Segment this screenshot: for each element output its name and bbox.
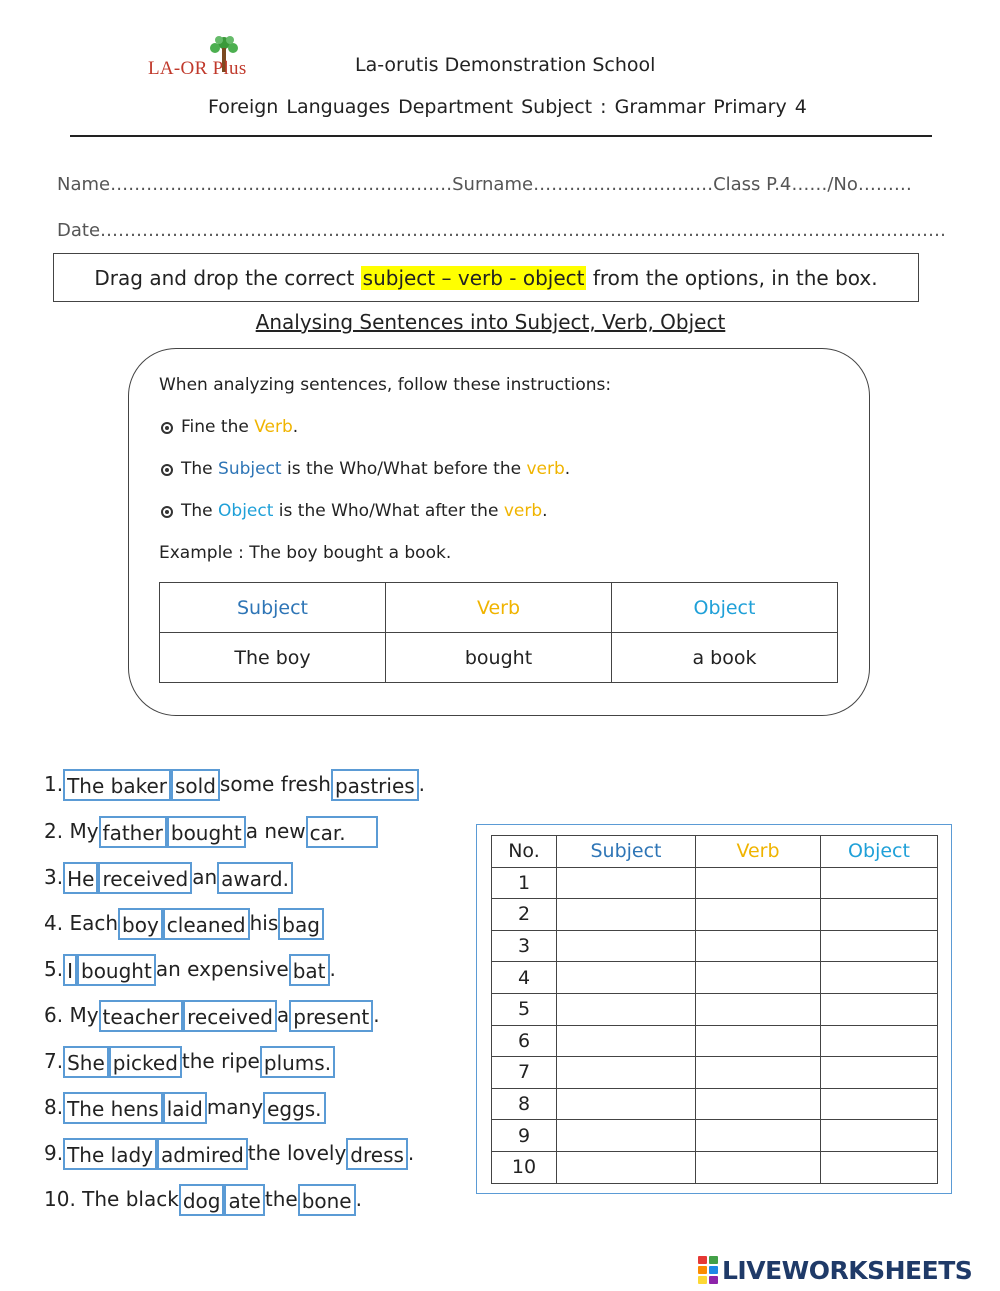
date-line: Date……………………………………………………………………………………………………………………………: [57, 220, 947, 241]
rule1-post: .: [292, 417, 299, 437]
subject-dropzone[interactable]: I: [63, 954, 77, 986]
answer-row: [492, 1120, 938, 1152]
verb-dropzone[interactable]: bought: [167, 816, 246, 848]
subject-dropzone[interactable]: teacher: [99, 1000, 184, 1032]
rule2-pre: The: [181, 459, 219, 479]
sentence-10: [44, 1184, 362, 1214]
liveworksheets-logo-icon: [698, 1256, 718, 1284]
sentence-4: [44, 908, 324, 938]
sentence-end: .: [373, 1003, 380, 1027]
subject-cell[interactable]: [557, 1088, 696, 1120]
rule3-pre: The: [181, 501, 219, 521]
sentence-text: an expensive: [155, 957, 289, 981]
object-cell[interactable]: [821, 899, 938, 931]
sentence-end: .: [329, 957, 336, 981]
sentence-text: his: [249, 911, 279, 935]
answer-header-row: [492, 836, 938, 868]
verb-dropzone[interactable]: received: [183, 1000, 277, 1032]
answer-row: [492, 867, 938, 899]
sentence-text: an: [192, 865, 218, 889]
sentence-text: some fresh: [219, 772, 331, 796]
object-dropzone[interactable]: award.: [217, 862, 293, 894]
subject-dropzone[interactable]: father: [99, 816, 167, 848]
sentence-1: [44, 769, 425, 799]
example-verb: bought: [386, 633, 612, 683]
department-line: Foreign Languages Department Subject : Grammar Primary 4: [208, 96, 807, 118]
object-dropzone[interactable]: eggs.: [263, 1092, 325, 1124]
radio-bullet-icon: [161, 506, 173, 518]
sentence-number: 3.: [44, 865, 64, 889]
header-subject: Subject: [557, 836, 696, 868]
sentence-number: 7.: [44, 1049, 64, 1073]
example-subject: The boy: [160, 633, 386, 683]
rule3-mid: is the Who/What after the: [273, 501, 504, 521]
answer-row: [492, 1151, 938, 1183]
row-number: 4: [492, 962, 557, 994]
object-dropzone[interactable]: car.: [306, 816, 378, 848]
object-cell[interactable]: [821, 993, 938, 1025]
object-dropzone[interactable]: present: [289, 1000, 373, 1032]
school-name: La-orutis Demonstration School: [355, 54, 656, 76]
verb-cell[interactable]: [696, 867, 821, 899]
verb-dropzone[interactable]: admired: [157, 1138, 248, 1170]
rule2-mid: is the Who/What before the: [281, 459, 527, 479]
row-number: 6: [492, 1025, 557, 1057]
verb-cell[interactable]: [696, 930, 821, 962]
sentence-3: [44, 862, 293, 892]
sentence-8: [44, 1092, 326, 1122]
subject-cell[interactable]: [557, 899, 696, 931]
sentence-number: 2. My: [44, 819, 99, 843]
sentence-text: a: [276, 1003, 290, 1027]
sentence-text: the: [264, 1187, 298, 1211]
rule1-pre: Fine the: [181, 417, 255, 437]
logo-text: LA-OR Plus: [148, 58, 247, 79]
sentence-5: [44, 954, 336, 984]
answer-row: [492, 1088, 938, 1120]
answer-row: [492, 993, 938, 1025]
school-logo: [148, 34, 274, 86]
guide-rule-1: [161, 417, 298, 437]
subject-cell[interactable]: [557, 1025, 696, 1057]
header-no: No.: [492, 836, 557, 868]
object-cell[interactable]: [821, 930, 938, 962]
guide-intro: When analyzing sentences, follow these instructions:: [159, 375, 612, 395]
rule2-post: .: [564, 459, 571, 479]
subject-dropzone[interactable]: The lady: [63, 1138, 157, 1170]
answer-row: [492, 962, 938, 994]
subject-cell[interactable]: [557, 930, 696, 962]
example-row: [160, 633, 838, 683]
subject-cell[interactable]: [557, 962, 696, 994]
subject-cell[interactable]: [557, 993, 696, 1025]
example-object: a book: [612, 633, 838, 683]
sentence-text: the lovely: [247, 1141, 347, 1165]
sentence-number: 9.: [44, 1141, 64, 1165]
sentence-number: 4. Each: [44, 911, 119, 935]
subject-cell[interactable]: [557, 1057, 696, 1089]
object-dropzone[interactable]: dress: [346, 1138, 408, 1170]
verb-cell[interactable]: [696, 1088, 821, 1120]
row-number: 9: [492, 1120, 557, 1152]
answer-table: [491, 835, 938, 1184]
object-cell[interactable]: [821, 1088, 938, 1120]
rule2-verb: verb: [526, 459, 565, 479]
row-number: 8: [492, 1088, 557, 1120]
guide-example: Example : The boy bought a book.: [159, 543, 452, 563]
verb-dropzone[interactable]: sold: [171, 769, 220, 801]
rule3-object: Object: [218, 501, 274, 521]
verb-dropzone[interactable]: picked: [109, 1046, 182, 1078]
answer-row: [492, 930, 938, 962]
subject-dropzone[interactable]: She: [63, 1046, 109, 1078]
verb-cell[interactable]: [696, 993, 821, 1025]
object-cell[interactable]: [821, 1057, 938, 1089]
sentence-9: [44, 1138, 414, 1168]
verb-dropzone[interactable]: bought: [77, 954, 156, 986]
example-table: [159, 582, 838, 683]
verb-cell[interactable]: [696, 1120, 821, 1152]
row-number: 2: [492, 899, 557, 931]
instruction-text-after: from the options, in the box.: [586, 265, 878, 290]
subject-dropzone[interactable]: He: [63, 862, 98, 894]
radio-bullet-icon: [161, 464, 173, 476]
subject-cell[interactable]: [557, 1151, 696, 1183]
object-cell[interactable]: [821, 1025, 938, 1057]
header-divider: [70, 135, 932, 137]
sentence-end: .: [407, 1141, 415, 1165]
name-line: Name…………………………………………………Surname…………………………Class P.4……/No………: [57, 174, 912, 195]
sentence-number: 8.: [44, 1095, 64, 1119]
example-header-subject: Subject: [160, 583, 386, 633]
object-dropzone[interactable]: bat: [289, 954, 330, 986]
subject-dropzone[interactable]: boy: [118, 908, 163, 940]
subject-dropzone[interactable]: The hens: [63, 1092, 163, 1124]
verb-cell[interactable]: [696, 1151, 821, 1183]
rule2-subject: Subject: [218, 459, 282, 479]
verb-cell[interactable]: [696, 899, 821, 931]
sentence-number: 5.: [44, 957, 64, 981]
liveworksheets-brand: [698, 1255, 972, 1285]
object-cell[interactable]: [821, 1151, 938, 1183]
answer-table-panel: [476, 824, 952, 1194]
sentence-end: .: [355, 1187, 362, 1211]
row-number: 1: [492, 867, 557, 899]
row-number: 3: [492, 930, 557, 962]
header-verb: Verb: [696, 836, 821, 868]
sentence-end: .: [418, 772, 426, 796]
subject-cell[interactable]: [557, 867, 696, 899]
sentence-text: the ripe: [181, 1049, 260, 1073]
instruction-highlight: subject – verb - object: [362, 265, 585, 290]
example-header-verb: Verb: [386, 583, 612, 633]
verb-dropzone[interactable]: cleaned: [163, 908, 250, 940]
header-object: Object: [821, 836, 938, 868]
object-dropzone[interactable]: bag: [278, 908, 324, 940]
row-number: 7: [492, 1057, 557, 1089]
instruction-box: [53, 253, 919, 302]
subject-dropzone[interactable]: The baker: [63, 769, 171, 801]
instructions-panel: [128, 348, 870, 716]
rule3-post: .: [542, 501, 548, 521]
object-cell[interactable]: [821, 867, 938, 899]
radio-bullet-icon: [161, 422, 173, 434]
object-dropzone[interactable]: bone: [298, 1184, 356, 1216]
sentence-7: [44, 1046, 335, 1076]
rule3-verb: verb: [503, 501, 543, 521]
subject-cell[interactable]: [557, 1120, 696, 1152]
section-title: Analysing Sentences into Subject, Verb, Object: [255, 310, 726, 334]
object-cell[interactable]: [821, 962, 938, 994]
guide-rule-2: [161, 459, 570, 479]
answer-row: [492, 1025, 938, 1057]
example-header-object: Object: [612, 583, 838, 633]
verb-cell[interactable]: [696, 1057, 821, 1089]
verb-cell[interactable]: [696, 962, 821, 994]
row-number: 5: [492, 993, 557, 1025]
sentence-number: 6. My: [44, 1003, 99, 1027]
sentence-6: [44, 1000, 380, 1030]
verb-dropzone[interactable]: laid: [163, 1092, 207, 1124]
sentence-number: 1.: [44, 772, 64, 796]
object-dropzone[interactable]: plums.: [260, 1046, 335, 1078]
liveworksheets-text: LIVEWORKSHEETS: [722, 1255, 973, 1285]
object-dropzone[interactable]: pastries: [331, 769, 419, 801]
object-cell[interactable]: [821, 1120, 938, 1152]
sentence-number: 10. The black: [44, 1187, 179, 1211]
row-number: 10: [492, 1151, 557, 1183]
sentence-2: [44, 816, 378, 846]
example-header-row: [160, 583, 838, 633]
rule1-verb: Verb: [254, 417, 293, 437]
answer-row: [492, 1057, 938, 1089]
subject-dropzone[interactable]: dog: [179, 1184, 225, 1216]
instruction-text-before: Drag and drop the correct: [94, 265, 361, 290]
verb-dropzone[interactable]: ate: [224, 1184, 264, 1216]
answer-row: [492, 899, 938, 931]
sentence-text: many: [206, 1095, 264, 1119]
verb-dropzone[interactable]: received: [98, 862, 192, 894]
sentence-text: a new: [245, 819, 306, 843]
verb-cell[interactable]: [696, 1025, 821, 1057]
guide-rule-3: [161, 501, 548, 521]
